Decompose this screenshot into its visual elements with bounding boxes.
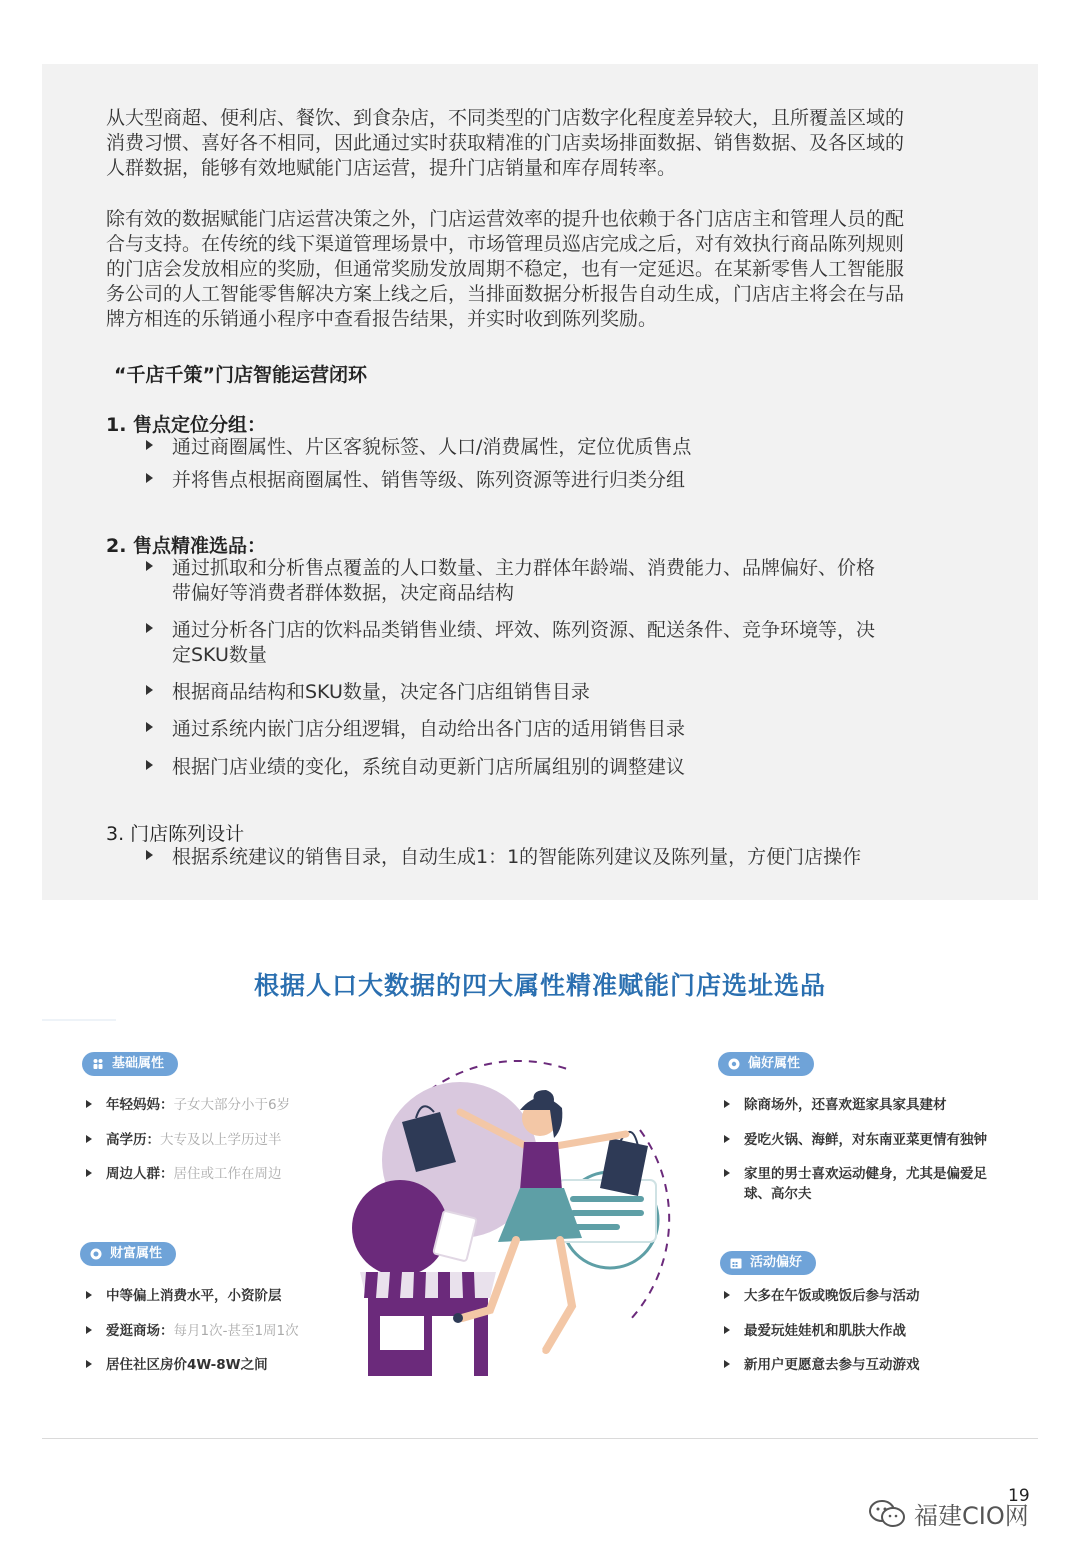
list-item: 通过商圈属性、片区客貌标签、人口/消费属性，定位优质售点	[172, 435, 691, 460]
list-item: 家里的男士喜欢运动健身，尤其是偏爱足 球、高尔夫	[744, 1164, 987, 1204]
list-item: 中等偏上消费水平，小资阶层	[106, 1286, 282, 1306]
list-item: 通过分析各门店的饮料品类销售业绩、坪效、陈列资源、配送条件、竞争环境等，决 定SKU数量	[172, 618, 875, 668]
list-item: 新用户更愿意去参与互动游戏	[744, 1355, 920, 1375]
section-3-title: 3. 门店陈列设计	[106, 823, 245, 845]
triangle-bullet-icon	[146, 473, 153, 483]
text-panel	[42, 64, 1038, 900]
triangle-bullet-icon	[86, 1360, 92, 1368]
triangle-bullet-icon	[146, 760, 153, 770]
list-item: 根据系统建议的销售目录，自动生成1：1的智能陈列建议及陈列量，方便门店操作	[172, 845, 861, 870]
list-item: 通过抓取和分析售点覆盖的人口数量、主力群体年龄端、消费能力、品牌偏好、价格 带偏好等消费者群体数据，决定商品结构	[172, 556, 875, 606]
triangle-bullet-icon	[86, 1100, 92, 1108]
list-item: 居住社区房价4W-8W之间	[106, 1355, 268, 1375]
divider	[42, 1019, 116, 1021]
triangle-bullet-icon	[146, 623, 153, 633]
divider	[42, 1438, 1038, 1439]
calendar-icon	[730, 1257, 742, 1269]
people-icon	[92, 1058, 104, 1070]
list-item: 最爱玩娃娃机和肌肤大作战	[744, 1321, 906, 1341]
paragraph-2: 除有效的数据赋能门店运营决策之外，门店运营效率的提升也依赖于各门店店主和管理人员的配 合与支持。在传统的线下渠道管理场景中，市场管理员巡店完成之后，对有效执行商品陈列规则 的门店会发放相应的奖励，但通常奖励发放周期不稳定，也有一定延迟。在某新零售人工智能服 务公司的人工智能零售解决方案上线之后，当排面数据分析报告自动生成，门店店主将会在与品 牌方相连的乐销通小程序中查看报告结果，并实时收到陈列奖励。	[106, 208, 905, 330]
triangle-bullet-icon	[146, 722, 153, 732]
page-number: 19	[1008, 1486, 1030, 1506]
list-item: 通过系统内嵌门店分组逻辑，自动给出各门店的适用销售目录	[172, 717, 685, 742]
list-item: 大多在午饭或晚饭后参与活动	[744, 1286, 920, 1306]
list-item: 周边人群：居住或工作在周边	[106, 1164, 282, 1184]
triangle-bullet-icon	[146, 440, 153, 450]
loop-title: “千店千策”门店智能运营闭环	[114, 364, 367, 386]
paragraph-1: 从大型商超、便利店、餐饮、到食杂店，不同类型的门店数字化程度差异较大，且所覆盖区域的 消费习惯、喜好各不相同，因此通过实时获取精准的门店卖场排面数据、销售数据、及各区域的 人群数据，能够有效地赋能门店运营，提升门店销量和库存周转率。	[106, 107, 905, 179]
triangle-bullet-icon	[86, 1291, 92, 1299]
triangle-bullet-icon	[86, 1135, 92, 1143]
list-item: 除商场外，还喜欢逛家具家具建材	[744, 1095, 947, 1115]
triangle-bullet-icon	[86, 1326, 92, 1334]
section-2-title: 2. 售点精准选品：	[106, 535, 267, 557]
list-item: 高学历：大专及以上学历过半	[106, 1130, 282, 1150]
watermark: 福建CIO网	[868, 1496, 1029, 1531]
shopping-woman-illustration	[340, 1050, 730, 1390]
triangle-bullet-icon	[146, 561, 153, 571]
triangle-bullet-icon	[146, 850, 153, 860]
triangle-bullet-icon	[86, 1169, 92, 1177]
pill-basic-attributes: 基础属性	[82, 1052, 178, 1076]
triangle-bullet-icon	[146, 685, 153, 695]
infographic-title: 根据人口大数据的四大属性精准赋能门店选址选品	[253, 971, 826, 1000]
list-item: 根据门店业绩的变化，系统自动更新门店所属组别的调整建议	[172, 755, 685, 780]
list-item: 爱吃火锅、海鲜，对东南亚菜更情有独钟	[744, 1130, 987, 1150]
list-item: 根据商品结构和SKU数量，决定各门店组销售目录	[172, 680, 590, 705]
list-item: 并将售点根据商圈属性、销售等级、陈列资源等进行归类分组	[172, 468, 685, 493]
coin-icon	[90, 1248, 102, 1260]
pill-preference-attributes: 偏好属性	[718, 1052, 814, 1076]
pill-wealth-attributes: 财富属性	[80, 1242, 176, 1266]
pill-activity-preferences: 活动偏好	[720, 1251, 816, 1275]
list-item: 年轻妈妈：子女大部分小于6岁	[106, 1095, 290, 1115]
section-1-title: 1. 售点定位分组：	[106, 414, 267, 436]
wechat-icon	[868, 1499, 906, 1529]
list-item: 爱逛商场：每月1次-甚至1周1次	[106, 1321, 299, 1341]
